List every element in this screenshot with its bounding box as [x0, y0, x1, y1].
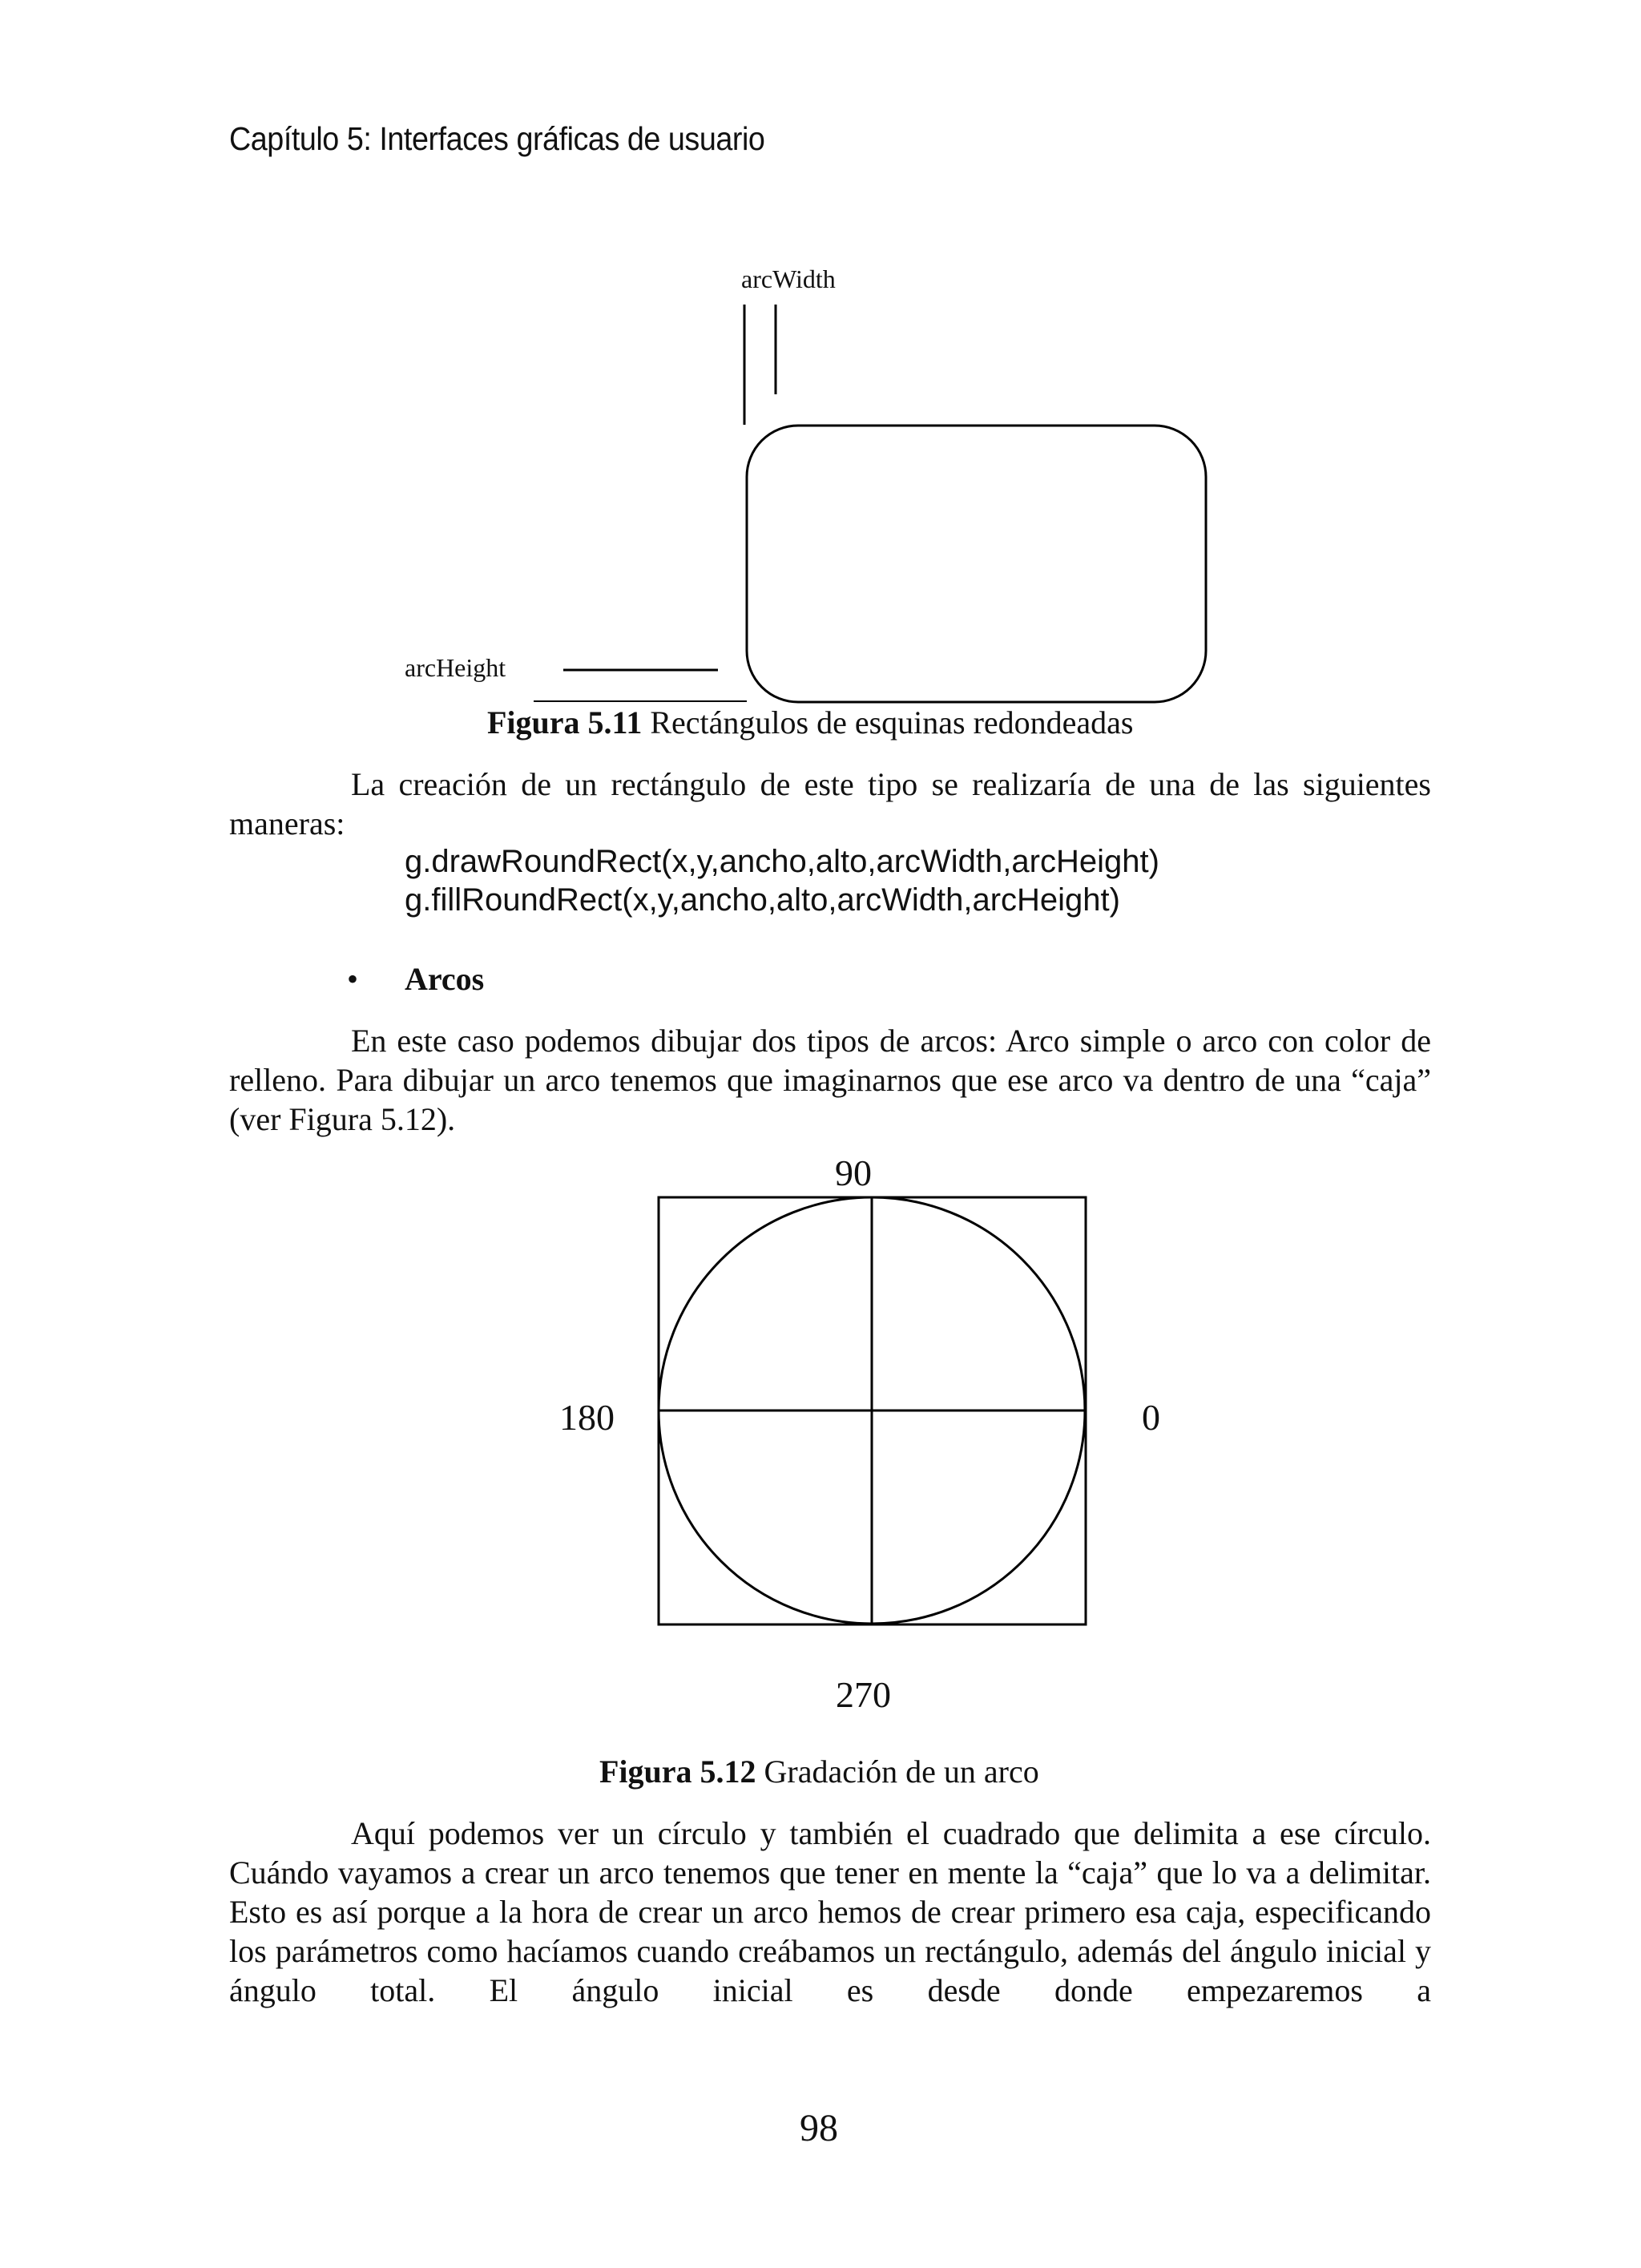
- figure-5-11-caption-number: Figura 5.11: [487, 704, 643, 741]
- code-line-fill-round-rect: g.fillRoundRect(x,y,ancho,alto,arcWidth,arcHeight): [405, 882, 1120, 918]
- angle-label-90: 90: [835, 1152, 872, 1193]
- angle-label-180: 180: [559, 1397, 615, 1438]
- angle-label-0: 0: [1142, 1397, 1160, 1438]
- angle-label-270: 270: [836, 1674, 891, 1715]
- figure-5-12-caption-number: Figura 5.12: [599, 1753, 756, 1790]
- running-header: Capítulo 5: Interfaces gráficas de usuario: [229, 120, 765, 157]
- intro-paragraph: La creación de un rectángulo de este tipo se realizaría de una de las siguientes maneras:: [229, 766, 1431, 841]
- figure-5-11-caption-text: Rectángulos de esquinas redondeadas: [650, 704, 1134, 741]
- figure-5-12-caption-text: Gradación de un arco: [764, 1753, 1039, 1790]
- arc-width-label: arcWidth: [741, 264, 836, 293]
- arcs-paragraph: En este caso podemos dibujar dos tipos de arcos: Arco simple o arco con color de relleno. Para dibujar un arco tenemos que imaginarnos que ese arco va dentro de una “caja” (ver Figura 5.12).: [229, 1023, 1431, 1137]
- code-line-draw-round-rect: g.drawRoundRect(x,y,ancho,alto,arcWidth,arcHeight): [405, 844, 1159, 879]
- page-number: 98: [800, 2107, 838, 2149]
- closing-paragraph: Aquí podemos ver un círculo y también el cuadrado que delimita a ese círculo. Cuándo vayamos a crear un arco tenemos que tener en mente la “caja” que lo va a delimitar. Esto es así porque a la hora de crear un arco hemos de crear primero esa caja, especificando los parámetros como hacíamos cuando creábamos un rectángulo, además del ángulo inicial y ángulo total. El ángulo inicial es desde donde empezaremos a: [229, 1815, 1431, 2008]
- bullet-heading-arcos: Arcos: [405, 961, 485, 997]
- bullet-dot: •: [347, 961, 359, 997]
- figure-5-12-caption: [599, 1753, 1039, 1790]
- arc-height-label: arcHeight: [405, 653, 506, 682]
